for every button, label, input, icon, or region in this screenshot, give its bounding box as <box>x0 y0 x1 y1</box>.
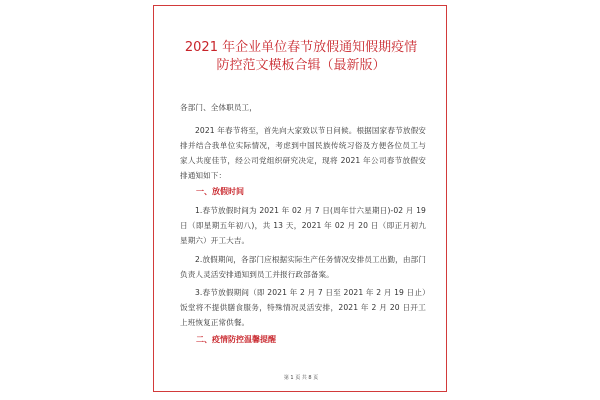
title-line-1: 2021 年企业单位春节放假通知假期疫情 <box>184 40 418 55</box>
holiday-paragraph-3: 3.春节放假期间（即 2021 年 2 月 7 日至 2021 年 2 月 19 日止）饭堂将不提供膳食服务，特殊情况灵活安排，2021 年 2 月 20 日开工上班恢复正常供餐。 <box>180 288 426 327</box>
holiday-paragraph-1: 1.春节放假时间为 2021 年 02 月 7 日(周年廿六星期日)-02 月 19 日（即星期五年初八)，共 13 天，2021 年 02 月 20 日（即正月初九星期六）开工大吉。 <box>180 206 426 245</box>
salutation: 各部门、全体职员工， <box>180 103 257 112</box>
section-heading-epidemic-reminder: 二、疫情防控温馨提醒 <box>196 335 276 344</box>
intro-paragraph: 2021 年春节将至，首先向大家致以节日问候。根据国家春节放假安排并结合我单位实际情况，考虑到中国民族传统习俗及方便各位员工与家人共度佳节，经公司党组织研究决定，现将 2021 年公司春节放假安排通知如下： <box>180 126 426 180</box>
page-footer: 第 1 页 共 8 页 <box>283 375 319 381</box>
title-line-2: 防控范文模板合辑（最新版） <box>216 58 386 73</box>
document-page <box>153 5 447 392</box>
holiday-paragraph-2: 2.放假期间，各部门应根据实际生产任务情况安排员工出勤，由部门负责人灵活安排通知到员工并报行政部备案。 <box>180 255 426 279</box>
document-title <box>154 39 448 75</box>
section-heading-holiday-time: 一、放假时间 <box>196 187 244 196</box>
